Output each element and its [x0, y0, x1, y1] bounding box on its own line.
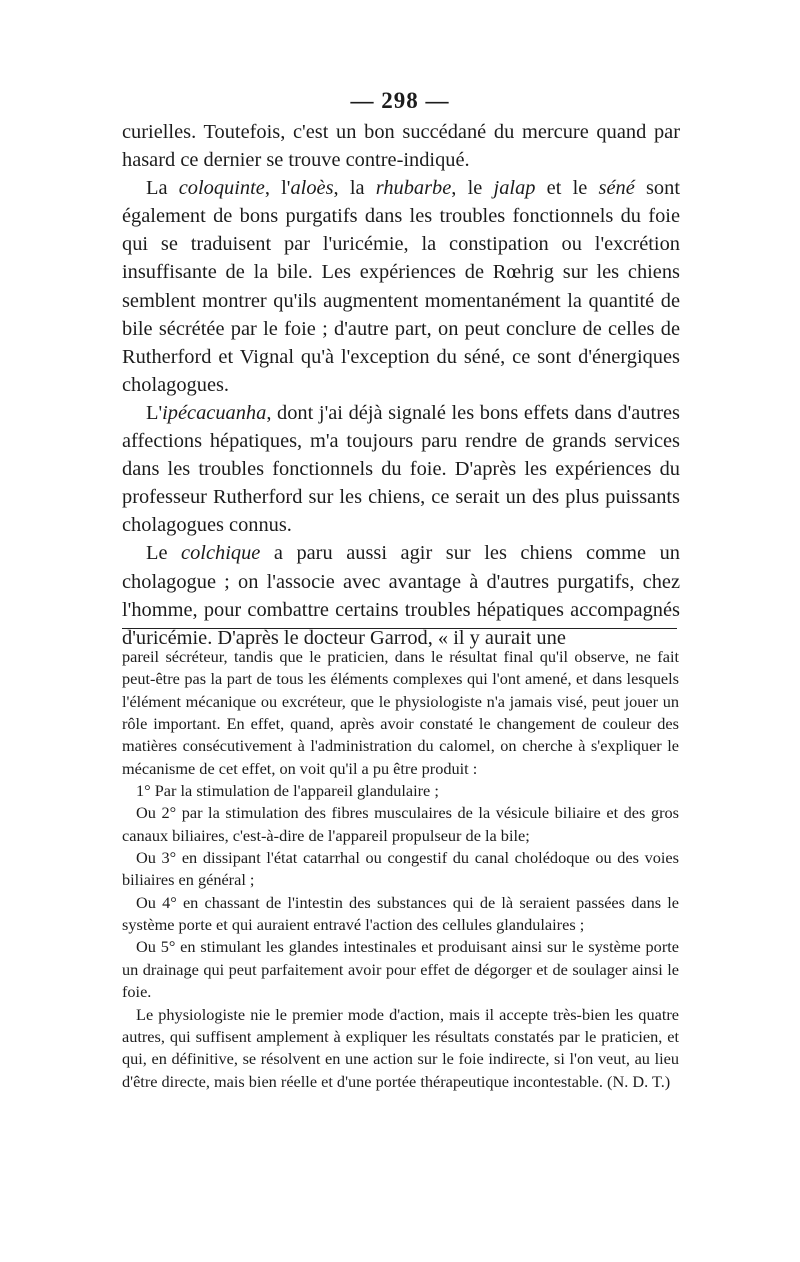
main-text [122, 118, 680, 652]
paragraph-4 [122, 539, 680, 651]
text-run: L' [146, 401, 163, 424]
italic-term-rhubarbe: rhubarbe [375, 177, 452, 200]
text-run: a paru aussi agir sur les chiens comme un cholagogue ; on l'associe avec avantage à d'autres purgatifs, chez l'homme, pour combattre certains troubles hépatiques accompagnés d'uricémie. D'après le docteur Garrod, « il y aurait une [122, 542, 680, 649]
italic-term-jalap: jalap [493, 177, 536, 200]
text-run: et le [535, 177, 599, 200]
text-run: La [146, 177, 179, 200]
footnote-item-4: Ou 4° en chassant de l'intestin des substances qui de là seraient passées dans le système porte et qui auraient entravé l'action des cellules glandulaires ; [122, 892, 679, 935]
footnote-item-1: 1° Par la stimulation de l'appareil glandulaire ; [136, 781, 439, 801]
footnote-intro: pareil sécréteur, tandis que le praticien, dans le résultat final qu'il observe, ne fait peut-être pas la part de tous les éléments complexes qui l'ont amené, et dans lesquels l'élément mécanique ou excréteur, que le physiologiste n'a jamais visé, peut jouer un rôle important. En effet, quand, après avoir constaté le changement de couleur des matières consécutivement à l'administration du calomel, on cherche à s'expliquer le mécanisme de cet effet, on voit qu'il a pu être produit : [122, 647, 679, 778]
footnote-item-5: Ou 5° en stimulant les glandes intestinales et produisant ainsi sur le système porte un drainage qui peut parfaitement avoir pour effet de dégorger et de soulager ainsi le foie. [122, 937, 679, 1002]
text-run: , dont j'ai déjà signalé les bons effets dans d'autres affections hépatiques, m'a toujours paru rendre de grands services dans les troubles fonctionnels du foie. D'après les expériences du professeur Rutherford sur les chiens, ce serait un des plus puissants cholagogues connus. [122, 401, 680, 537]
footnote-item-3: Ou 3° en dissipant l'état catarrhal ou congestif du canal cholédoque ou des voies biliaires en général ; [122, 848, 679, 890]
italic-term-coloquinte: coloquinte [178, 177, 265, 200]
page-number: — 298 — [350, 88, 450, 113]
text-run: , la [333, 177, 376, 200]
paragraph-2 [122, 174, 680, 399]
footnote [122, 646, 679, 1093]
paragraph-3 [122, 399, 680, 539]
footnote-item-2: Ou 2° par la stimulation des fibres musculaires de la vésicule biliaire et des gros canaux biliaires, c'est-à-dire de l'appareil propulseur de la bile; [122, 803, 679, 845]
footnote-divider [122, 628, 677, 629]
italic-term-aloes: aloès [290, 177, 334, 200]
italic-term-sene: séné [598, 177, 635, 200]
text-run: , le [451, 177, 494, 200]
footnote-conclusion: Le physiologiste nie le premier mode d'action, mais il accepte très-bien les quatre autres, qui suffisent amplement à expliquer les résultats constatés par le praticien, et qui, en définitive, se résolvent en une action sur le foie indirecte, si l'on veut, au lieu d'être directe, mais bien réelle et d'une portée thérapeutique incontestable. (N. D. T.) [122, 1004, 679, 1091]
text-run: Le [146, 542, 182, 565]
italic-term-colchique: colchique [181, 542, 261, 565]
italic-term-ipecacuanha: ipécacuanha [162, 401, 267, 424]
text-run: sont également de bons purgatifs dans les troubles fonctionnels du foie qui se traduisent par l'uricémie, la constipation ou l'excrétion insuffisante de la bile. Les expériences de Rœhrig sur les chiens semblent montrer qu'ils augmentent momentanément la quantité de bile sécrétée par le foie ; d'autre part, on peut conclure de celles de Rutherford et Vignal qu'à l'exception du séné, ce sont d'énergiques cholagogues. [122, 177, 680, 396]
text-run: , l' [264, 177, 291, 200]
paragraph-1: curielles. Toutefois, c'est un bon succédané du mercure quand par hasard ce dernier se trouve contre-indiqué. [122, 121, 680, 172]
